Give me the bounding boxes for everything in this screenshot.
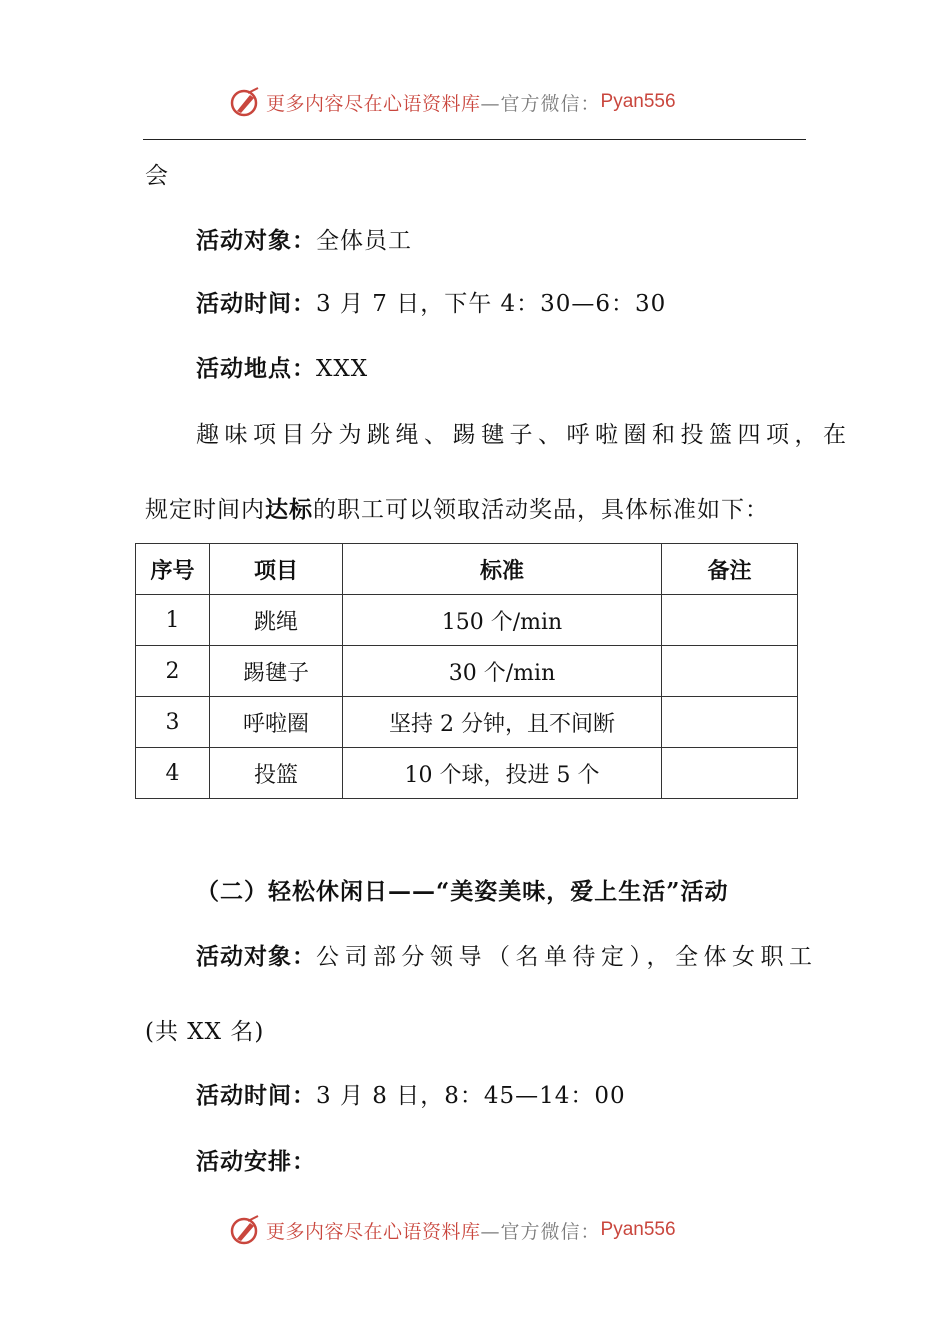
s2-time-line: [196, 1077, 626, 1110]
table-row: [136, 748, 798, 799]
cell-standard: 10 个球，投进 5 个: [343, 748, 662, 799]
pen-nib-logo-icon: [228, 1213, 262, 1247]
s1-desc-line1: 趣味项目分为跳绳、踢毽子、呼啦圈和投篮四项，在: [196, 422, 852, 448]
s1-place-line: [196, 350, 368, 383]
s1-time-value: 3 月 7 日，下午 4：30—6：30: [316, 291, 667, 317]
s2-target-cont: (共 XX 名): [145, 1019, 265, 1045]
s1-desc-line2: [145, 491, 769, 524]
table-header-row: [136, 544, 798, 595]
cell-item: 投篮: [210, 748, 343, 799]
header-wechat-id: Pyan556: [600, 91, 676, 112]
s2-arrange-label: 活动安排：: [196, 1148, 316, 1175]
s1-place-label: 活动地点：: [196, 355, 316, 382]
col-header-item: 项目: [210, 544, 343, 595]
cell-item: 呼啦圈: [210, 697, 343, 748]
col-header-standard: 标准: [343, 544, 662, 595]
s2-target-line: [196, 938, 818, 971]
s1-desc-part-a: 规定时间内: [145, 497, 265, 523]
table-row: [136, 595, 798, 646]
cell-item: 踢毽子: [210, 646, 343, 697]
s1-target-line: [196, 222, 412, 255]
header-brand-text: 更多内容尽在心语资料库: [266, 92, 481, 115]
cell-standard: 30 个/min: [343, 646, 662, 697]
s1-place-value: XXX: [316, 356, 369, 382]
table-row: [136, 697, 798, 748]
header-wechat-label: —官方微信：: [480, 92, 601, 115]
cell-standard: 150 个/min: [343, 595, 662, 646]
cell-remark: [662, 697, 798, 748]
cell-remark: [662, 748, 798, 799]
s1-desc-emphasis: 达标: [265, 496, 313, 523]
s1-desc-part-c: 的职工可以领取活动奖品，具体标准如下：: [313, 497, 769, 523]
s1-time-label: 活动时间：: [196, 290, 316, 317]
s2-target-label: 活动对象：: [196, 943, 316, 970]
cell-index: 4: [136, 748, 210, 799]
col-header-remark: 备注: [662, 544, 798, 595]
page-footer: [228, 1213, 676, 1247]
cell-remark: [662, 646, 798, 697]
cell-index: 1: [136, 595, 210, 646]
standards-table: [135, 543, 798, 799]
cell-item: 跳绳: [210, 595, 343, 646]
continued-line: 会: [145, 163, 169, 189]
col-header-index: 序号: [136, 544, 210, 595]
footer-wechat-label: —官方微信：: [480, 1220, 601, 1243]
pen-nib-logo-icon: [228, 85, 262, 119]
s1-time-line: [196, 285, 666, 318]
s2-heading: （二）轻松休闲日——“美姿美味，爱上生活”活动: [196, 878, 729, 905]
s1-target-value: 全体员工: [316, 228, 412, 254]
table-row: [136, 646, 798, 697]
s2-time-label: 活动时间：: [196, 1082, 316, 1109]
s2-target-value: 公司部分领导（名单待定），全体女职工: [316, 944, 818, 970]
cell-remark: [662, 595, 798, 646]
cell-index: 2: [136, 646, 210, 697]
footer-brand-text: 更多内容尽在心语资料库: [266, 1220, 481, 1243]
page-header: [228, 85, 676, 119]
cell-standard: 坚持 2 分钟，且不间断: [343, 697, 662, 748]
cell-index: 3: [136, 697, 210, 748]
s2-time-value: 3 月 8 日，8：45—14：00: [316, 1083, 626, 1109]
s1-target-label: 活动对象：: [196, 227, 316, 254]
header-rule: [143, 139, 806, 140]
footer-wechat-id: Pyan556: [600, 1219, 676, 1240]
